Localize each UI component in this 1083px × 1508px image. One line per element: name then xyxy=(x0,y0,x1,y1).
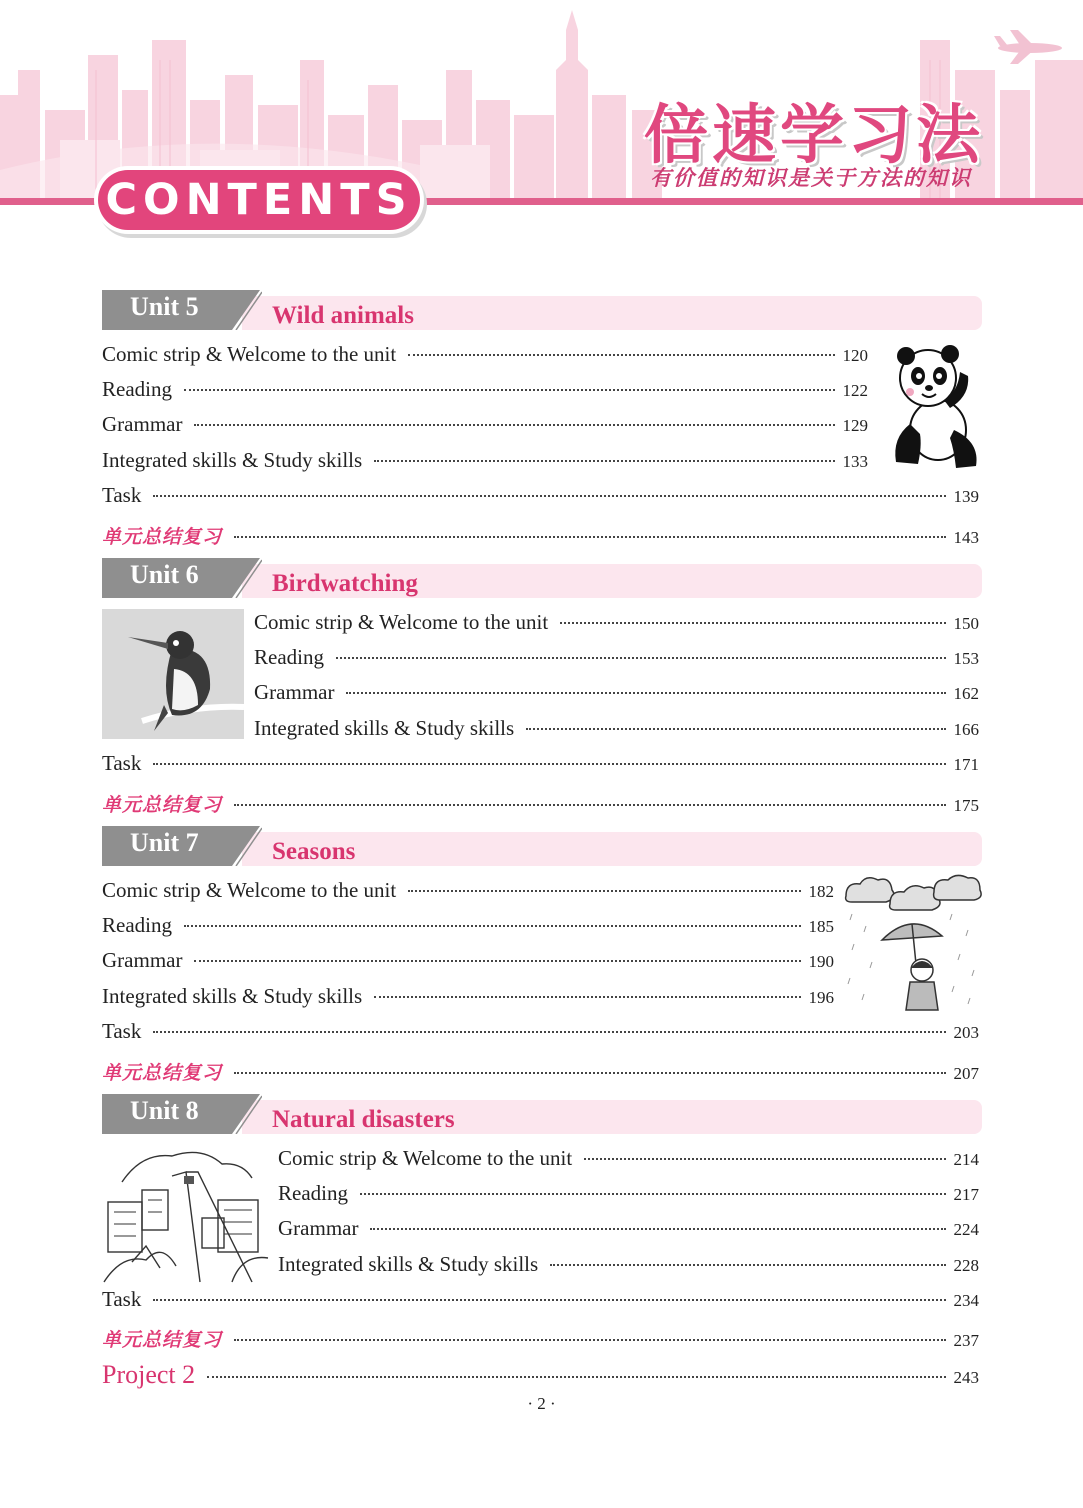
entry-page: 129 xyxy=(842,416,868,435)
unit-title: Seasons xyxy=(272,838,356,865)
toc-entry[interactable] xyxy=(102,448,868,478)
entry-label: Comic strip & Welcome to the unit xyxy=(278,1146,573,1170)
dot-leader xyxy=(234,536,945,538)
entry-label: Task xyxy=(102,1019,142,1043)
dot-leader xyxy=(374,460,834,462)
dot-leader xyxy=(153,763,945,765)
brand-title: 倍速学习法 xyxy=(644,99,984,173)
toc-entry[interactable] xyxy=(102,948,834,978)
dot-leader xyxy=(153,495,945,497)
kingfisher-photo xyxy=(102,609,244,739)
toc-entry[interactable] xyxy=(102,751,979,781)
unit-5-header xyxy=(102,290,982,330)
entry-page: 150 xyxy=(953,614,979,633)
entry-page: 207 xyxy=(953,1064,979,1083)
entry-label: Integrated skills & Study skills xyxy=(102,448,363,472)
entry-page: 234 xyxy=(953,1291,979,1310)
toc-entry[interactable] xyxy=(102,377,868,407)
entry-page: 166 xyxy=(953,720,979,739)
entry-label: Integrated skills & Study skills xyxy=(254,716,515,740)
toc-entry[interactable] xyxy=(102,1019,979,1049)
entry-page: 175 xyxy=(953,796,979,815)
toc-entry[interactable] xyxy=(102,913,834,943)
dot-leader xyxy=(194,424,834,426)
page-number: · 2 · xyxy=(527,1394,556,1413)
entry-page: 224 xyxy=(953,1220,979,1239)
toc-entry[interactable] xyxy=(254,680,979,710)
toc-entry[interactable] xyxy=(102,412,868,442)
entry-page: 122 xyxy=(842,381,868,400)
entry-page: 203 xyxy=(953,1023,979,1042)
entry-label: Integrated skills & Study skills xyxy=(278,1252,539,1276)
dot-leader xyxy=(234,1339,945,1341)
unit-label: Unit 8 xyxy=(130,1096,199,1125)
entry-page: 139 xyxy=(953,487,979,506)
toc-entry-review[interactable] xyxy=(102,1058,979,1088)
toc-entry[interactable] xyxy=(254,645,979,675)
toc-entry[interactable] xyxy=(102,342,868,372)
dot-leader xyxy=(408,354,834,356)
toc-entry[interactable] xyxy=(254,716,979,746)
entry-label: Grammar xyxy=(102,412,183,436)
page-header xyxy=(0,0,1083,240)
dot-leader xyxy=(346,692,945,694)
entry-page: 182 xyxy=(808,882,834,901)
unit-8-header xyxy=(102,1094,982,1134)
project-label: Project 2 xyxy=(102,1360,196,1389)
entry-label: Reading xyxy=(102,913,172,937)
entry-label: Reading xyxy=(102,377,172,401)
unit-label: Unit 6 xyxy=(130,560,199,589)
entry-page: 185 xyxy=(808,917,834,936)
entry-label: 单元总结复习 xyxy=(102,1062,223,1084)
dot-leader xyxy=(336,657,946,659)
earthquake-city-sketch xyxy=(102,1142,270,1284)
entry-label: Grammar xyxy=(278,1216,359,1240)
toc-entry[interactable] xyxy=(254,610,979,640)
entry-page: 228 xyxy=(953,1256,979,1275)
contents-label: CONTENTS xyxy=(105,175,413,225)
entry-page: 190 xyxy=(808,952,834,971)
dot-leader xyxy=(360,1193,946,1195)
rain-umbrella-illustration xyxy=(842,874,982,1014)
unit-label: Unit 5 xyxy=(130,292,199,321)
entry-label: Comic strip & Welcome to the unit xyxy=(102,878,397,902)
dot-leader xyxy=(550,1264,945,1266)
unit-label: Unit 7 xyxy=(130,828,199,857)
entry-label: Task xyxy=(102,483,142,507)
dot-leader xyxy=(184,925,801,927)
dot-leader xyxy=(207,1376,945,1378)
toc-entry[interactable] xyxy=(102,984,834,1014)
toc-entry[interactable] xyxy=(278,1216,979,1246)
toc-entry-review[interactable] xyxy=(102,522,979,552)
entry-label: Reading xyxy=(278,1181,348,1205)
panda-illustration xyxy=(888,338,984,472)
toc-entry[interactable] xyxy=(102,1287,979,1317)
dot-leader xyxy=(153,1031,945,1033)
entry-label: 单元总结复习 xyxy=(102,526,223,548)
toc-entry[interactable] xyxy=(102,878,834,908)
dot-leader xyxy=(234,1072,945,1074)
entry-page: 196 xyxy=(808,988,834,1007)
dot-leader xyxy=(526,728,945,730)
dot-leader xyxy=(153,1299,945,1301)
entry-label: 单元总结复习 xyxy=(102,794,223,816)
entry-page: 120 xyxy=(842,346,868,365)
entry-page: 153 xyxy=(953,649,979,668)
entry-page: 171 xyxy=(953,755,979,774)
brand-slogan: 有价值的知识是关于方法的知识 xyxy=(650,166,972,190)
entry-page: 143 xyxy=(953,528,979,547)
entry-label: Grammar xyxy=(254,680,335,704)
project-page: 243 xyxy=(953,1368,979,1387)
dot-leader xyxy=(584,1158,945,1160)
toc-entry[interactable] xyxy=(278,1146,979,1176)
entry-page: 162 xyxy=(953,684,979,703)
airplane-icon xyxy=(994,30,1062,64)
dot-leader xyxy=(374,996,800,998)
dot-leader xyxy=(370,1228,945,1230)
dot-leader xyxy=(184,389,835,391)
toc-entry[interactable] xyxy=(278,1252,979,1282)
entry-label: Reading xyxy=(254,645,324,669)
entry-label: Task xyxy=(102,1287,142,1311)
toc-entry[interactable] xyxy=(102,483,979,513)
dot-leader xyxy=(234,804,945,806)
unit-7-header xyxy=(102,826,982,866)
unit-title: Natural disasters xyxy=(272,1106,455,1133)
entry-page: 214 xyxy=(953,1150,979,1169)
entry-page: 237 xyxy=(953,1331,979,1350)
toc-entry[interactable] xyxy=(278,1181,979,1211)
entry-label: Integrated skills & Study skills xyxy=(102,984,363,1008)
toc-entry-project[interactable] xyxy=(102,1360,979,1396)
entry-page: 217 xyxy=(953,1185,979,1204)
entry-label: Comic strip & Welcome to the unit xyxy=(254,610,549,634)
dot-leader xyxy=(560,622,945,624)
entry-label: Grammar xyxy=(102,948,183,972)
entry-label: Task xyxy=(102,751,142,775)
contents-badge xyxy=(98,170,420,230)
toc-entry-review[interactable] xyxy=(102,1325,979,1355)
entry-label: 单元总结复习 xyxy=(102,1329,223,1351)
entry-page: 133 xyxy=(842,452,868,471)
unit-title: Birdwatching xyxy=(272,570,418,597)
unit-title: Wild animals xyxy=(272,302,414,329)
dot-leader xyxy=(408,890,800,892)
unit-6-header xyxy=(102,558,982,598)
dot-leader xyxy=(194,960,800,962)
toc-entry-review[interactable] xyxy=(102,790,979,820)
entry-label: Comic strip & Welcome to the unit xyxy=(102,342,397,366)
